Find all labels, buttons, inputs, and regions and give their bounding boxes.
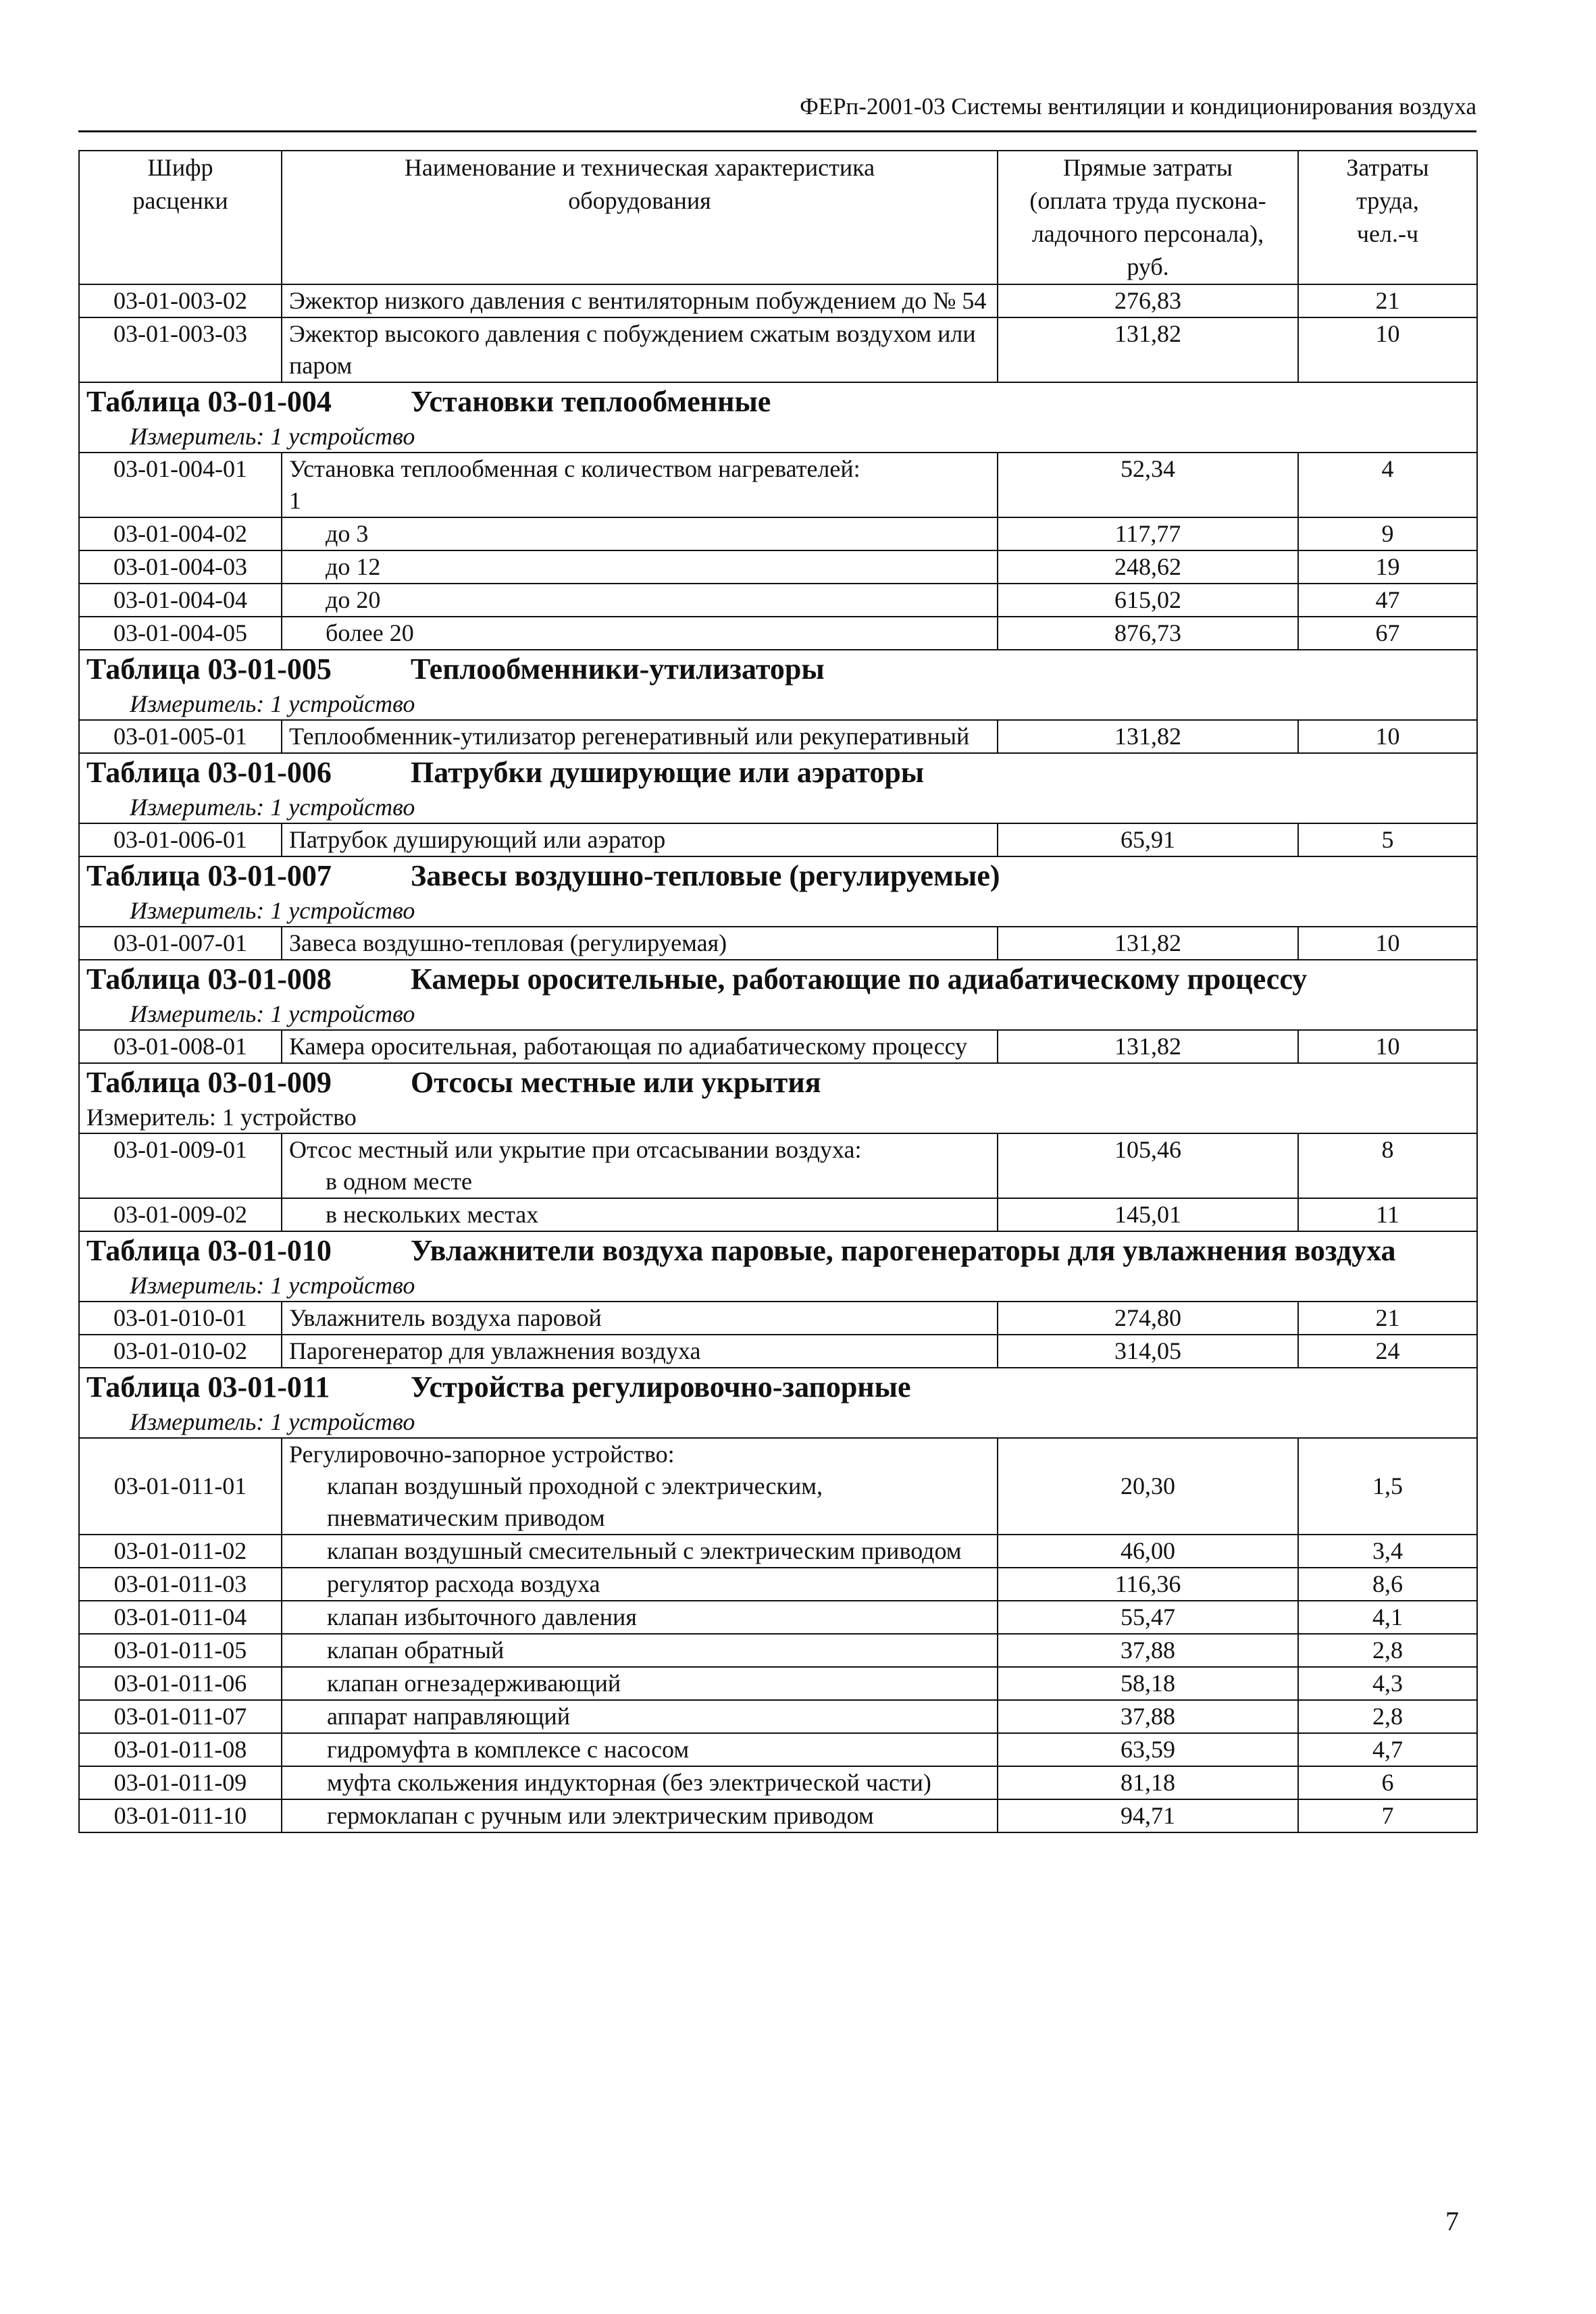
row-cost: 52,34 — [998, 453, 1298, 517]
row-name: до 3 — [282, 517, 998, 550]
row-code: 03-01-011-03 — [79, 1568, 282, 1601]
table-row — [79, 927, 1477, 960]
table-row — [79, 1438, 1477, 1535]
row-labor: 5 — [1298, 823, 1477, 856]
section-measure: Измеритель: 1 устройство — [130, 1000, 415, 1027]
col-header-name: Наименование и техническая характеристика оборудования — [282, 151, 998, 284]
row-cost: 37,88 — [998, 1700, 1298, 1733]
section-header — [79, 1063, 1477, 1133]
table-row — [79, 1030, 1477, 1063]
section-measure: Измеритель: 1 устройство — [130, 690, 415, 717]
row-name-text: клапан воздушный проходной с электрическим, пневматическим приводом — [327, 1472, 823, 1531]
row-labor: 8 — [1298, 1133, 1477, 1198]
row-labor: 7 — [1298, 1799, 1477, 1832]
row-name — [282, 1438, 998, 1535]
section-header — [79, 1231, 1477, 1302]
table-row — [79, 284, 1477, 317]
row-name: клапан воздушный смесительный с электрическим приводом — [282, 1535, 998, 1568]
table-row — [79, 1535, 1477, 1568]
section-measure: Измеритель: 1 устройство — [130, 423, 415, 450]
row-code: 03-01-011-08 — [79, 1733, 282, 1766]
row-code: 03-01-011-02 — [79, 1535, 282, 1568]
section-number: Таблица 03-01-007 — [86, 859, 332, 892]
row-code: 03-01-011-05 — [79, 1634, 282, 1667]
row-code: 03-01-006-01 — [79, 823, 282, 856]
section-header — [79, 650, 1477, 720]
row-cost: 37,88 — [998, 1634, 1298, 1667]
row-cost: 65,91 — [998, 823, 1298, 856]
row-labor: 2,8 — [1298, 1700, 1477, 1733]
row-labor: 10 — [1298, 720, 1477, 753]
row-labor: 21 — [1298, 284, 1477, 317]
section-title: Увлажнители воздуха паровые, парогенераторы для увлажнения воздуха — [411, 1234, 1396, 1267]
table-row — [79, 1568, 1477, 1601]
page-number: 7 — [1445, 2206, 1459, 2236]
row-labor: 19 — [1298, 550, 1477, 584]
table-header-row — [79, 151, 1477, 284]
row-cost: 615,02 — [998, 584, 1298, 617]
section-measure: Измеритель: 1 устройство — [86, 1104, 357, 1131]
section-number: Таблица 03-01-006 — [86, 756, 332, 789]
row-labor: 3,4 — [1298, 1535, 1477, 1568]
row-name — [282, 453, 998, 517]
row-code: 03-01-011-07 — [79, 1700, 282, 1733]
row-cost: 46,00 — [998, 1535, 1298, 1568]
row-cost: 276,83 — [998, 284, 1298, 317]
row-labor: 6 — [1298, 1766, 1477, 1799]
row-cost: 131,82 — [998, 927, 1298, 960]
row-code: 03-01-005-01 — [79, 720, 282, 753]
row-labor: 4,3 — [1298, 1667, 1477, 1700]
section-number: Таблица 03-01-004 — [86, 385, 332, 418]
section-title: Патрубки душирующие или аэраторы — [411, 756, 925, 789]
row-cost: 248,62 — [998, 550, 1298, 584]
section-header — [79, 1368, 1477, 1438]
row-code: 03-01-004-05 — [79, 617, 282, 650]
row-name: Теплообменник-утилизатор регенеративный или рекуперативный — [282, 720, 998, 753]
row-labor: 10 — [1298, 1030, 1477, 1063]
row-labor: 10 — [1298, 317, 1477, 382]
row-code: 03-01-004-01 — [79, 453, 282, 517]
section-title: Установки теплообменные — [411, 385, 771, 418]
row-name: в нескольких местах — [282, 1198, 998, 1231]
table-row — [79, 1667, 1477, 1700]
section-header — [79, 382, 1477, 453]
table-row — [79, 1700, 1477, 1733]
table-row — [79, 317, 1477, 382]
row-cost: 58,18 — [998, 1667, 1298, 1700]
row-name: муфта скольжения индукторная (без электрической части) — [282, 1766, 998, 1799]
group-label: Установка теплообменная с количеством нагревателей: — [289, 455, 860, 482]
row-name: Увлажнитель воздуха паровой — [282, 1302, 998, 1335]
row-code: 03-01-011-10 — [79, 1799, 282, 1832]
section-title: Камеры оросительные, работающие по адиабатическому процессу — [411, 962, 1308, 996]
row-labor: 10 — [1298, 927, 1477, 960]
table-row — [79, 1766, 1477, 1799]
row-code: 03-01-003-02 — [79, 284, 282, 317]
header-rule — [78, 130, 1476, 132]
row-code: 03-01-011-04 — [79, 1601, 282, 1634]
row-labor: 8,6 — [1298, 1568, 1477, 1601]
row-cost: 131,82 — [998, 1030, 1298, 1063]
row-labor: 2,8 — [1298, 1634, 1477, 1667]
row-labor: 1,5 — [1298, 1438, 1477, 1535]
row-code: 03-01-011-01 — [79, 1438, 282, 1535]
row-code: 03-01-011-06 — [79, 1667, 282, 1700]
row-name: до 20 — [282, 584, 998, 617]
row-name: Завеса воздушно-тепловая (регулируемая) — [282, 927, 998, 960]
row-name: гермоклапан с ручным или электрическим приводом — [282, 1799, 998, 1832]
section-number: Таблица 03-01-005 — [86, 652, 332, 686]
table-row — [79, 1133, 1477, 1198]
row-labor: 24 — [1298, 1335, 1477, 1368]
section-title: Теплообменники-утилизаторы — [411, 652, 825, 686]
rates-table — [78, 150, 1478, 1833]
group-label: Отсос местный или укрытие при отсасывании воздуха: — [289, 1136, 862, 1163]
row-name: клапан огнезадерживающий — [282, 1667, 998, 1700]
row-name: клапан избыточного давления — [282, 1601, 998, 1634]
row-code: 03-01-003-03 — [79, 317, 282, 382]
table-row — [79, 1799, 1477, 1832]
row-code: 03-01-008-01 — [79, 1030, 282, 1063]
row-name: гидромуфта в комплексе с насосом — [282, 1733, 998, 1766]
table-row — [79, 1302, 1477, 1335]
row-code: 03-01-011-09 — [79, 1766, 282, 1799]
table-row — [79, 617, 1477, 650]
row-cost: 274,80 — [998, 1302, 1298, 1335]
row-code: 03-01-009-02 — [79, 1198, 282, 1231]
col-header-code: Шифр расценки — [79, 151, 282, 284]
row-cost: 876,73 — [998, 617, 1298, 650]
row-code: 03-01-004-03 — [79, 550, 282, 584]
row-cost: 131,82 — [998, 317, 1298, 382]
row-cost: 131,82 — [998, 720, 1298, 753]
section-header — [79, 856, 1477, 927]
row-labor: 47 — [1298, 584, 1477, 617]
section-title: Устройства регулировочно-запорные — [411, 1370, 911, 1404]
row-labor: 11 — [1298, 1198, 1477, 1231]
row-code: 03-01-007-01 — [79, 927, 282, 960]
table-row — [79, 1634, 1477, 1667]
section-measure: Измеритель: 1 устройство — [130, 1408, 415, 1435]
table-row — [79, 517, 1477, 550]
table-row — [79, 1335, 1477, 1368]
row-name: Парогенератор для увлажнения воздуха — [282, 1335, 998, 1368]
row-name: клапан обратный — [282, 1634, 998, 1667]
section-title: Отсосы местные или укрытия — [411, 1066, 821, 1099]
section-number: Таблица 03-01-008 — [86, 962, 332, 996]
row-code: 03-01-004-02 — [79, 517, 282, 550]
section-measure: Измеритель: 1 устройство — [130, 1272, 415, 1299]
row-code: 03-01-009-01 — [79, 1133, 282, 1198]
section-number: Таблица 03-01-009 — [86, 1066, 332, 1099]
row-code: 03-01-004-04 — [79, 584, 282, 617]
section-number: Таблица 03-01-011 — [86, 1370, 330, 1404]
group-label: Регулировочно-запорное устройство: — [289, 1441, 675, 1468]
row-cost: 117,77 — [998, 517, 1298, 550]
section-measure: Измеритель: 1 устройство — [130, 794, 415, 821]
row-cost: 94,71 — [998, 1799, 1298, 1832]
table-row — [79, 584, 1477, 617]
col-header-labor: Затраты труда, чел.-ч — [1298, 151, 1477, 284]
row-cost: 314,05 — [998, 1335, 1298, 1368]
section-header — [79, 753, 1477, 823]
table-row — [79, 823, 1477, 856]
row-name: Эжектор низкого давления с вентиляторным побуждением до № 54 — [282, 284, 998, 317]
row-cost: 145,01 — [998, 1198, 1298, 1231]
table-row — [79, 1601, 1477, 1634]
table-row — [79, 550, 1477, 584]
row-labor: 4,7 — [1298, 1733, 1477, 1766]
row-cost: 81,18 — [998, 1766, 1298, 1799]
table-row — [79, 1198, 1477, 1231]
row-name: регулятор расхода воздуха — [282, 1568, 998, 1601]
section-title: Завесы воздушно-тепловые (регулируемые) — [411, 859, 1000, 892]
col-header-cost: Прямые затраты (оплата труда пускона- ладочного персонала), руб. — [998, 151, 1298, 284]
table-row — [79, 453, 1477, 517]
row-name — [282, 1133, 998, 1198]
row-cost: 63,59 — [998, 1733, 1298, 1766]
row-name: Патрубок душирующий или аэратор — [282, 823, 998, 856]
row-labor: 67 — [1298, 617, 1477, 650]
row-name: Эжектор высокого давления с побуждением сжатым воздухом или паром — [282, 317, 998, 382]
row-name: до 12 — [282, 550, 998, 584]
row-name: аппарат направляющий — [282, 1700, 998, 1733]
row-name: более 20 — [282, 617, 998, 650]
row-cost: 116,36 — [998, 1568, 1298, 1601]
running-header: ФЕРп-2001-03 Системы вентиляции и кондиционирования воздуха — [800, 93, 1476, 120]
row-code: 03-01-010-01 — [79, 1302, 282, 1335]
row-labor: 9 — [1298, 517, 1477, 550]
table-row — [79, 1733, 1477, 1766]
table-row — [79, 720, 1477, 753]
row-cost: 105,46 — [998, 1133, 1298, 1198]
row-name-text: 1 — [289, 487, 301, 514]
row-labor: 4 — [1298, 453, 1477, 517]
row-name-text: в одном месте — [326, 1168, 472, 1195]
section-measure: Измеритель: 1 устройство — [130, 897, 415, 924]
row-labor: 21 — [1298, 1302, 1477, 1335]
section-number: Таблица 03-01-010 — [86, 1234, 332, 1267]
row-name: Камера оросительная, работающая по адиабатическому процессу — [282, 1030, 998, 1063]
row-cost: 55,47 — [998, 1601, 1298, 1634]
section-header — [79, 960, 1477, 1030]
row-code: 03-01-010-02 — [79, 1335, 282, 1368]
row-cost: 20,30 — [998, 1438, 1298, 1535]
row-labor: 4,1 — [1298, 1601, 1477, 1634]
